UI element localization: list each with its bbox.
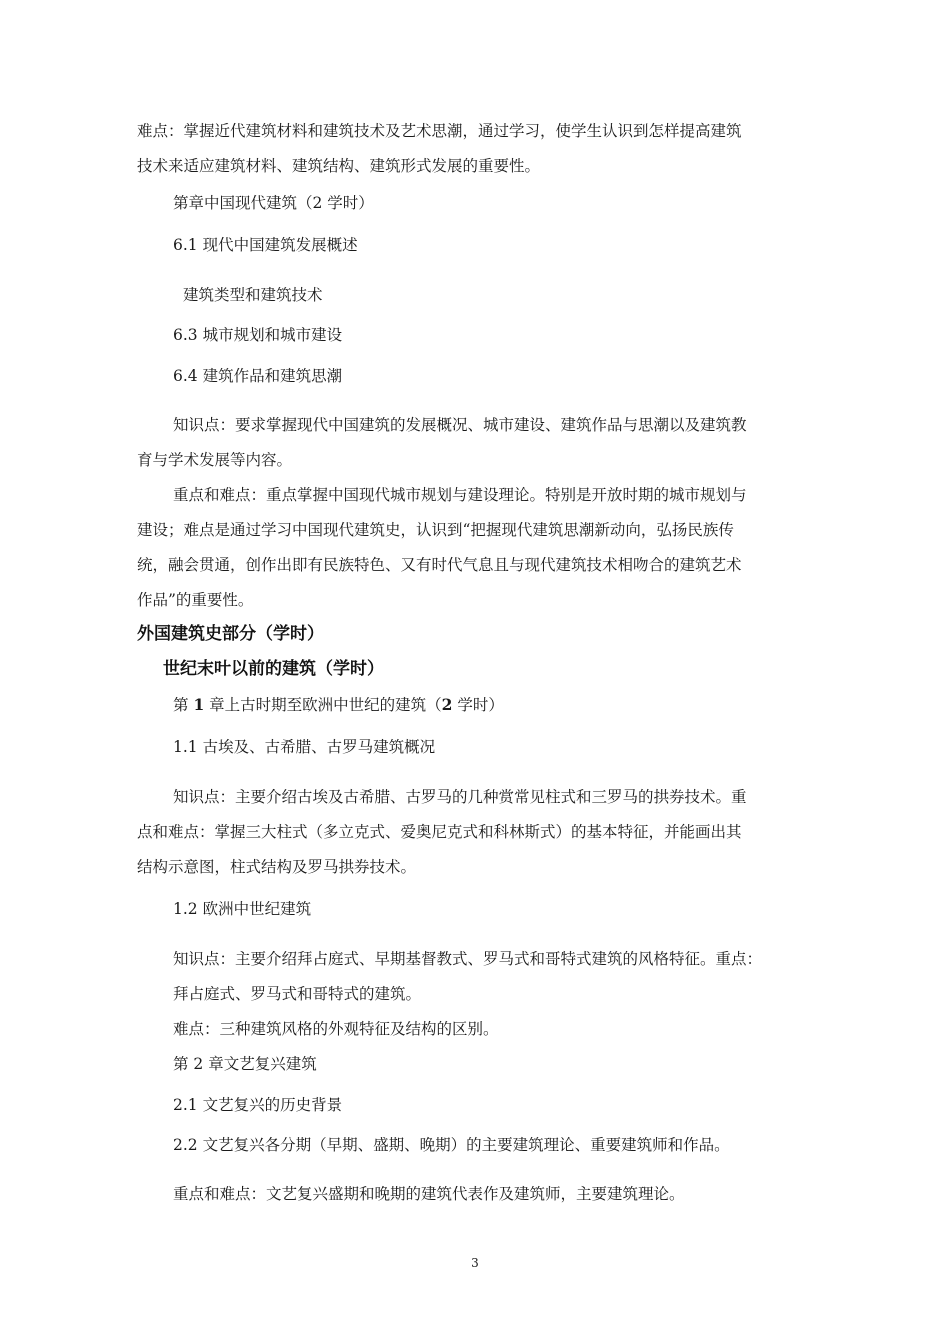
section-heading: 2.1 文艺复兴的历史背景 — [173, 1096, 343, 1114]
paragraph-line: 统，融会贯通，创作出即有民族特色、又有时代气息且与现代建筑技术相吻合的建筑艺术 — [137, 556, 742, 574]
chapter-heading: 第 2 章文艺复兴建筑 — [173, 1055, 317, 1073]
part-heading: 外国建筑史部分（学时） — [137, 624, 324, 644]
chapter-suffix: 学时） — [452, 696, 504, 714]
chapter-title: 章上古时期至欧洲中世纪的建筑（ — [204, 696, 442, 714]
chapter-hours: 2 — [441, 695, 453, 714]
paragraph-line: 重点和难点：文艺复兴盛期和晚期的建筑代表作及建筑师，主要建筑理论。 — [173, 1185, 685, 1203]
chapter-prefix: 第 — [173, 696, 194, 714]
paragraph-line: 重点和难点：重点掌握中国现代城市规划与建设理论。特别是开放时期的城市规划与 — [173, 486, 747, 504]
section-heading: 6.4 建筑作品和建筑思潮 — [173, 367, 343, 385]
paragraph-line: 拜占庭式、罗马式和哥特式的建筑。 — [173, 985, 422, 1003]
section-heading: 2.2 文艺复兴各分期（早期、盛期、晚期）的主要建筑理论、重要建筑师和作品。 — [173, 1136, 730, 1154]
part-subheading: 世纪末叶以前的建筑（学时） — [163, 659, 384, 679]
paragraph-line: 难点：三种建筑风格的外观特征及结构的区别。 — [173, 1020, 499, 1038]
paragraph-line: 建设；难点是通过学习中国现代建筑史，认识到“把握现代建筑思潮新动向，弘扬民族传 — [137, 521, 734, 539]
paragraph-line: 结构示意图，柱式结构及罗马拱券技术。 — [137, 858, 417, 876]
chapter-number: 1 — [193, 695, 205, 714]
paragraph-line: 育与学术发展等内容。 — [137, 451, 293, 469]
paragraph-line: 知识点：主要介绍拜占庭式、早期基督教式、罗马式和哥特式建筑的风格特征。重点： — [173, 950, 763, 968]
paragraph-line: 点和难点：掌握三大柱式（多立克式、爱奥尼克式和科林斯式）的基本特征，并能画出其 — [137, 823, 742, 841]
paragraph-line: 知识点：要求掌握现代中国建筑的发展概况、城市建设、建筑作品与思潮以及建筑教 — [173, 416, 747, 434]
section-heading: 建筑类型和建筑技术 — [183, 286, 323, 304]
paragraph-line: 作品”的重要性。 — [137, 591, 254, 609]
paragraph-line: 难点：掌握近代建筑材料和建筑技术及艺术思潮，通过学习，使学生认识到怎样提高建筑 — [137, 122, 742, 140]
section-heading: 1.1 古埃及、古希腊、古罗马建筑概况 — [173, 738, 436, 756]
chapter-heading — [173, 694, 504, 716]
chapter-heading: 第章中国现代建筑（2 学时） — [173, 194, 374, 212]
section-heading: 6.3 城市规划和城市建设 — [173, 326, 343, 344]
paragraph-line: 技术来适应建筑材料、建筑结构、建筑形式发展的重要性。 — [137, 157, 541, 175]
section-heading: 6.1 现代中国建筑发展概述 — [173, 236, 358, 254]
paragraph-line: 知识点：主要介绍古埃及古希腊、古罗马的几种赏常见柱式和三罗马的拱券技术。重 — [173, 788, 747, 806]
section-heading: 1.2 欧洲中世纪建筑 — [173, 900, 312, 918]
page-number: 3 — [471, 1256, 479, 1270]
